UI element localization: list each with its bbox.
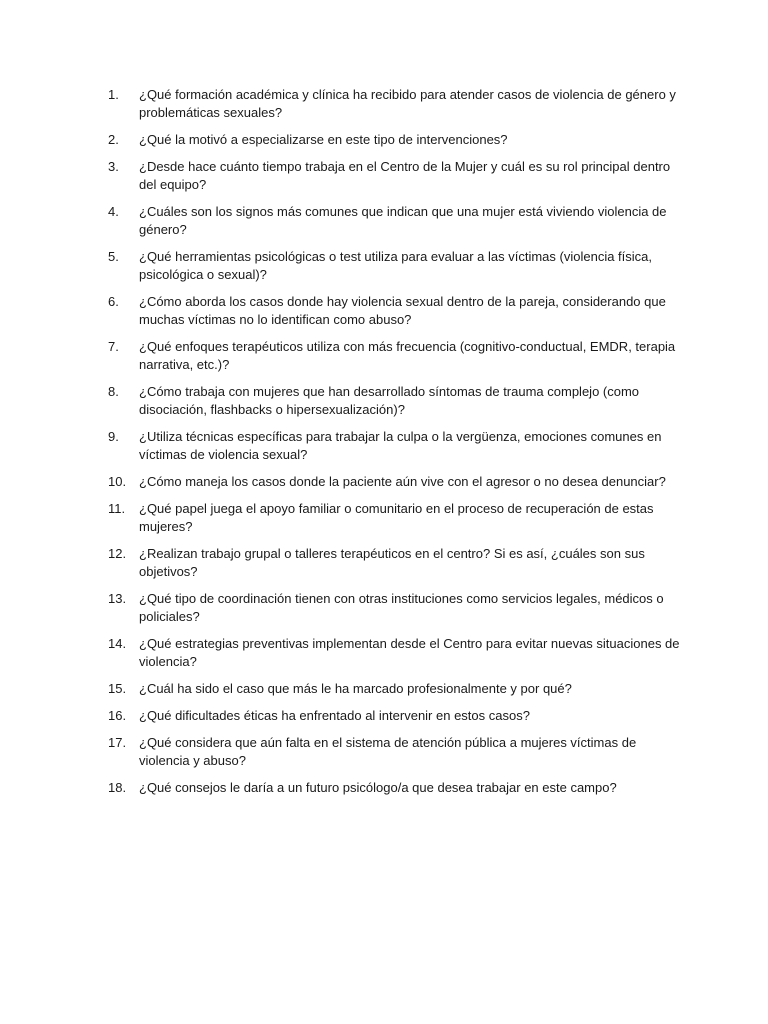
- question-item: [108, 203, 688, 239]
- question-item: [108, 779, 688, 797]
- question-item: [108, 545, 688, 581]
- question-number: 17.: [108, 735, 127, 750]
- question-item: [108, 131, 688, 149]
- question-item: [108, 158, 688, 194]
- question-text: ¿Qué consejos le daría a un futuro psicólogo/a que desea trabajar en este campo?: [139, 780, 617, 795]
- question-text: ¿Cómo maneja los casos donde la paciente aún vive con el agresor o no desea denunciar?: [139, 474, 666, 489]
- question-text: ¿Utiliza técnicas específicas para trabajar la culpa o la vergüenza, emociones comunes en víctimas de violencia sexual?: [139, 429, 662, 462]
- question-item: [108, 473, 688, 491]
- question-number: 4.: [108, 204, 119, 219]
- question-item: [108, 428, 688, 464]
- question-text: ¿Qué formación académica y clínica ha recibido para atender casos de violencia de género y problemáticas sexuales?: [139, 87, 676, 120]
- question-number: 11.: [108, 501, 126, 516]
- question-text: ¿Cuál ha sido el caso que más le ha marcado profesionalmente y por qué?: [139, 681, 572, 696]
- question-item: [108, 590, 688, 626]
- question-text: ¿Qué enfoques terapéuticos utiliza con más frecuencia (cognitivo-conductual, EMDR, terapia narrativa, etc.)?: [139, 339, 676, 372]
- question-text: ¿Qué la motivó a especializarse en este tipo de intervenciones?: [139, 132, 508, 147]
- question-item: [108, 293, 688, 329]
- question-list: [108, 86, 688, 806]
- question-number: 16.: [108, 708, 127, 723]
- question-number: 3.: [108, 159, 119, 174]
- question-text: ¿Cuáles son los signos más comunes que indican que una mujer está viviendo violencia de género?: [139, 204, 667, 237]
- question-item: [108, 680, 688, 698]
- question-number: 10.: [108, 474, 127, 489]
- question-text: ¿Qué tipo de coordinación tienen con otras instituciones como servicios legales, médicos o policiales?: [139, 591, 664, 624]
- question-text: ¿Qué herramientas psicológicas o test utiliza para evaluar a las víctimas (violencia física, psicológica o sexual)?: [139, 249, 652, 282]
- question-number: 6.: [108, 294, 119, 309]
- question-number: 2.: [108, 132, 119, 147]
- question-item: [108, 500, 688, 536]
- question-item: [108, 86, 688, 122]
- question-number: 15.: [108, 681, 127, 696]
- question-number: 1.: [108, 87, 119, 102]
- question-item: [108, 635, 688, 671]
- question-text: ¿Qué papel juega el apoyo familiar o comunitario en el proceso de recuperación de estas mujeres?: [139, 501, 654, 534]
- question-text: ¿Cómo aborda los casos donde hay violencia sexual dentro de la pareja, considerando que muchas víctimas no lo identifican como abuso?: [139, 294, 666, 327]
- question-number: 12.: [108, 546, 127, 561]
- question-number: 18.: [108, 780, 127, 795]
- question-number: 7.: [108, 339, 119, 354]
- question-text: ¿Desde hace cuánto tiempo trabaja en el Centro de la Mujer y cuál es su rol principal dentro del equipo?: [139, 159, 671, 192]
- question-text: ¿Qué estrategias preventivas implementan desde el Centro para evitar nuevas situaciones de violencia?: [139, 636, 680, 669]
- question-number: 5.: [108, 249, 119, 264]
- question-number: 13.: [108, 591, 127, 606]
- question-number: 8.: [108, 384, 119, 399]
- question-text: ¿Qué considera que aún falta en el sistema de atención pública a mujeres víctimas de violencia y abuso?: [139, 735, 637, 768]
- question-item: [108, 707, 688, 725]
- question-number: 9.: [108, 429, 119, 444]
- question-item: [108, 338, 688, 374]
- question-text: ¿Qué dificultades éticas ha enfrentado al intervenir en estos casos?: [139, 708, 530, 723]
- question-item: [108, 734, 688, 770]
- question-text: ¿Cómo trabaja con mujeres que han desarrollado síntomas de trauma complejo (como disociación, flashbacks o hipersexualización)?: [139, 384, 640, 417]
- question-number: 14.: [108, 636, 127, 651]
- question-text: ¿Realizan trabajo grupal o talleres terapéuticos en el centro? Si es así, ¿cuáles son sus objetivos?: [139, 546, 645, 579]
- question-item: [108, 248, 688, 284]
- question-item: [108, 383, 688, 419]
